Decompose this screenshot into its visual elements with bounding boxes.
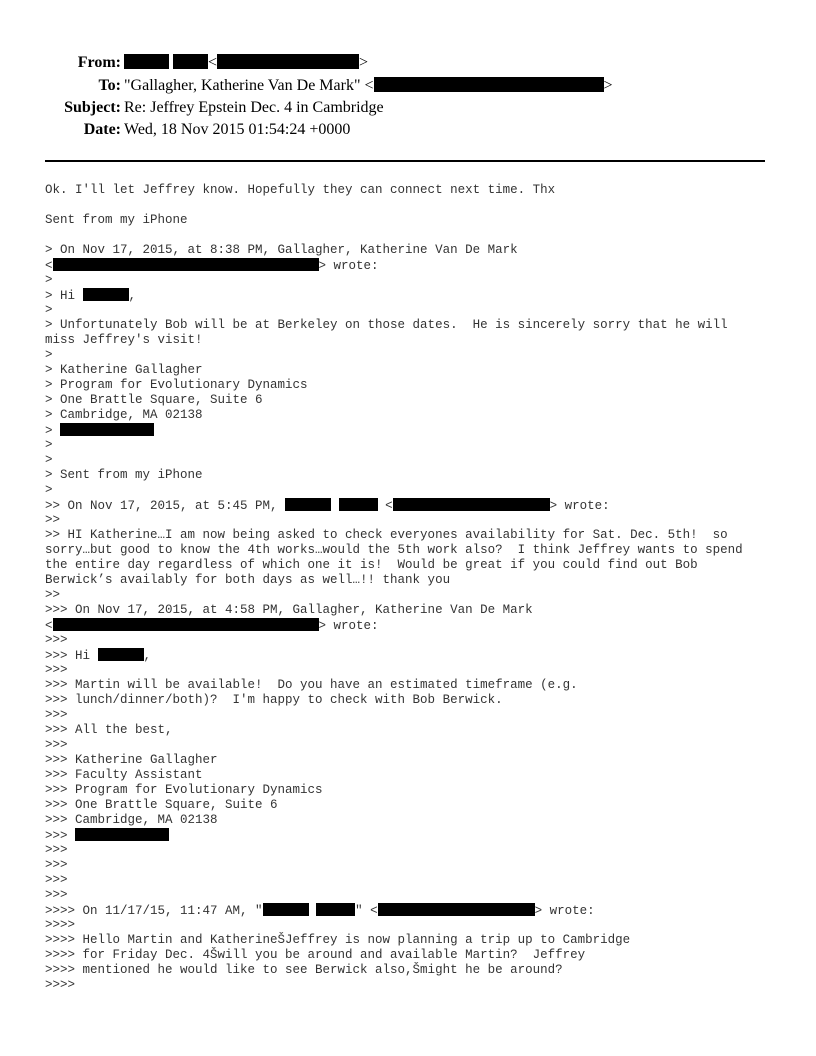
quote-line: the entire day regardless of which one it is! Would be great if you could find out Bob	[45, 558, 698, 572]
quote-line: >>> Program for Evolutionary Dynamics	[45, 783, 323, 797]
quote-line: >>> lunch/dinner/both)? I'm happy to check with Bob Berwick.	[45, 693, 503, 707]
quote-line: >>>	[45, 663, 68, 677]
quote-line: miss Jeffrey's visit!	[45, 333, 203, 347]
quote-line: > Program for Evolutionary Dynamics	[45, 378, 308, 392]
quote-line: >>>> mentioned he would like to see Berwick also,Šmight he be around?	[45, 963, 563, 977]
quote-line: >>>	[45, 888, 68, 902]
quote-line: < > wrote:	[45, 259, 379, 273]
blank-line	[45, 198, 785, 213]
quote-line: >>> Hi ,	[45, 649, 152, 663]
quote-line: > Cambridge, MA 02138	[45, 408, 203, 422]
redaction-box	[53, 258, 319, 271]
quote-line: > One Brattle Square, Suite 6	[45, 393, 263, 407]
quote-line: >	[45, 483, 53, 497]
quote-line: >>	[45, 588, 61, 602]
quote-line: >> HI Katherine…I am now being asked to check everyones availability for Sat. Dec. 5th! so	[45, 528, 728, 542]
quote-line: sorry…but good to know the 4th works…would the 5th work also? I think Jeffrey wants to spend	[45, 543, 743, 557]
redaction-box	[53, 618, 319, 631]
quote-line: >>>	[45, 828, 785, 843]
redaction-box	[339, 498, 378, 511]
quote-line: >>>	[45, 633, 68, 647]
quote-line: >>> One Brattle Square, Suite 6	[45, 798, 278, 812]
quote-line: > Hi ,	[45, 289, 137, 303]
redaction-box	[124, 54, 169, 69]
subject-label: Subject:	[64, 99, 121, 116]
redaction-box	[374, 77, 604, 92]
body-line: Ok. I'll let Jeffrey know. Hopefully they can connect next time. Thx	[45, 183, 556, 197]
quote-line: >>>>	[45, 978, 76, 992]
quote-line: >	[45, 453, 53, 467]
quote-line: >>>> Hello Martin and KatherineŠJeffrey is now planning a trip up to Cambridge	[45, 933, 631, 947]
quote-line: >>>>	[45, 918, 76, 932]
quote-line: >>>> for Friday Dec. 4Šwill you be around and available Martin? Jeffrey	[45, 948, 586, 962]
quote-line: >>> On Nov 17, 2015, at 4:58 PM, Gallagher, Katherine Van De Mark	[45, 603, 533, 617]
quote-line: >>	[45, 513, 61, 527]
quote-line: >>> Cambridge, MA 02138	[45, 813, 218, 827]
email-body	[45, 183, 785, 993]
quote-line: >> On Nov 17, 2015, at 5:45 PM, < > wrote:	[45, 499, 610, 513]
quote-line: >>> Martin will be available! Do you have an estimated timeframe (e.g.	[45, 678, 578, 692]
quote-line: >>>	[45, 738, 68, 752]
quote-line: >>>	[45, 858, 68, 872]
quote-line: >>>	[45, 873, 68, 887]
redaction-box	[393, 498, 550, 511]
redaction-box	[75, 828, 169, 841]
date-label: Date:	[83, 121, 121, 138]
redaction-box	[285, 498, 331, 511]
redaction-box	[60, 423, 154, 436]
redaction-box	[316, 903, 355, 916]
quote-line: >>>	[45, 708, 68, 722]
quote-line: > On Nov 17, 2015, at 8:38 PM, Gallagher, Katherine Van De Mark	[45, 243, 518, 257]
subject-value: Re: Jeffrey Epstein Dec. 4 in Cambridge	[124, 99, 384, 116]
header-divider	[45, 160, 765, 162]
body-line: Sent from my iPhone	[45, 213, 188, 227]
quote-line: >>>	[45, 843, 68, 857]
quote-line: >>> All the best,	[45, 723, 173, 737]
quote-line: >	[45, 348, 53, 362]
redaction-box	[98, 648, 144, 661]
quote-line: > Katherine Gallagher	[45, 363, 203, 377]
to-label: To:	[98, 77, 121, 94]
quote-line: >	[45, 423, 785, 438]
redaction-box	[217, 54, 359, 69]
redaction-box	[173, 54, 208, 69]
quote-line: >>> Faculty Assistant	[45, 768, 203, 782]
to-value: "Gallagher, Katherine Van De Mark" < >	[124, 77, 613, 94]
redaction-box	[263, 903, 309, 916]
quote-line: >	[45, 273, 53, 287]
quote-line: > Unfortunately Bob will be at Berkeley on those dates. He is sincerely sorry that he will	[45, 318, 728, 332]
quote-line: >>> Katherine Gallagher	[45, 753, 218, 767]
quote-line: < > wrote:	[45, 619, 379, 633]
quote-line: > Sent from my iPhone	[45, 468, 203, 482]
quote-line: >>>> On 11/17/15, 11:47 AM, " " < > wrote:	[45, 904, 595, 918]
blank-line	[45, 228, 785, 243]
quote-line: Berwick’s availably for both days as well…!! thank you	[45, 573, 451, 587]
from-label: From:	[77, 54, 121, 71]
from-value: < >	[124, 53, 368, 73]
redaction-box	[83, 288, 129, 301]
redaction-box	[378, 903, 535, 916]
date-value: Wed, 18 Nov 2015 01:54:24 +0000	[124, 121, 351, 138]
quote-line: >	[45, 438, 53, 452]
quote-line: >	[45, 303, 53, 317]
